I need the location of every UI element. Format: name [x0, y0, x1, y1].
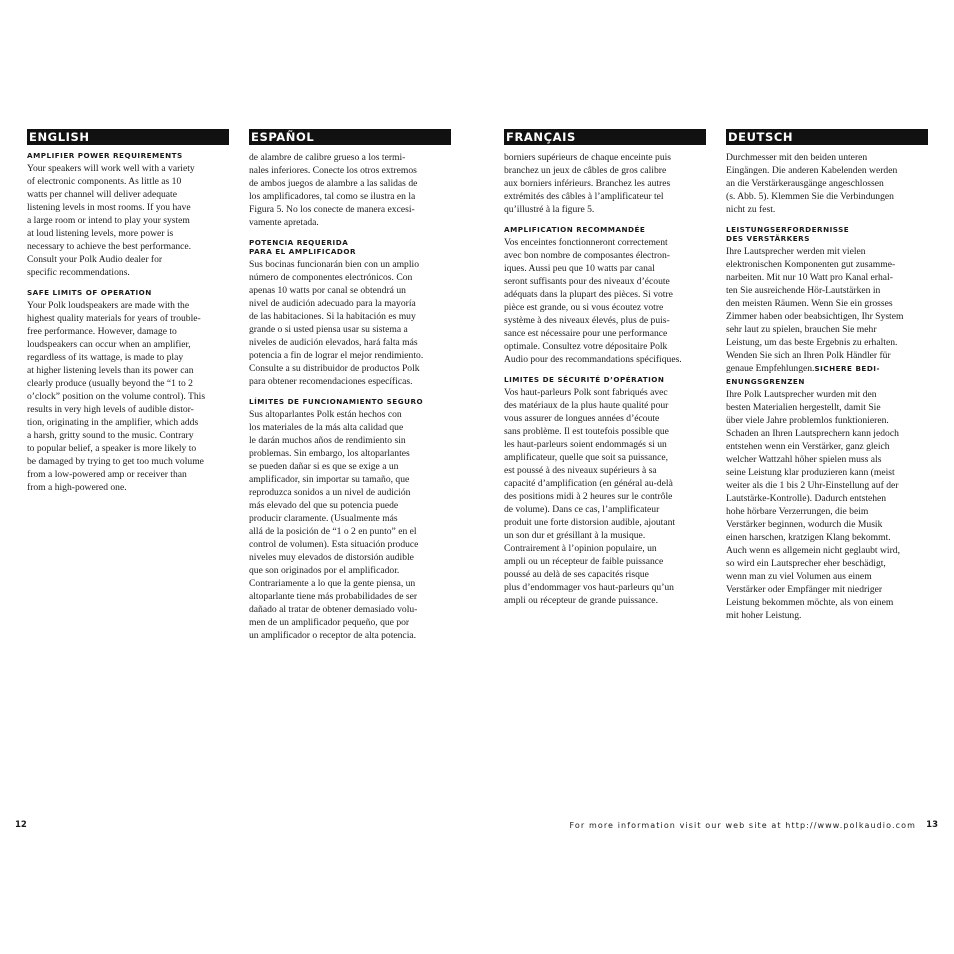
section-heading-continued: ENUNGSGRENZEN [726, 377, 805, 386]
language-header-francais: FRANÇAIS [504, 129, 706, 145]
paragraph: Your Polk loudspeakers are made with the highest quality materials for years of trouble- free performance. However, damage to loudspeakers can occur when an amplifier, regardless of its wattage, is made to play at higher listening levels than its power can clearly produce (usually beyond the “1 to 2 o’clock” position on the volume control). This results in very high levels of audible distor- tion, originating in the amplifier, which adds a harsh, gritty sound to the music. Contrary to popular belief, a speaker is more likely to be damaged by trying to get too much volume from a low-powered amp or receiver than from a high-powered one. [27, 300, 206, 493]
page-number-left: 12 [15, 820, 27, 830]
section-heading: AMPLIFIER POWER REQUIREMENTS [27, 151, 183, 160]
paragraph: Durchmesser mit den beiden unteren Eingängen. Die anderen Kabelenden werden an die Verstärkerausgänge angeschlossen (s. Abb. 5). Klemmen Sie die Verbindungen nicht zu fest. [726, 152, 898, 215]
paragraph: Your speakers will work well with a variety of electronic components. As little as 10 watts per channel will deliver adequate listening levels in most rooms. If you have a large room or intend to play your system at loud listening levels, more power is necessary to achieve the best performance. Consult your Polk Audio dealer for specific recommendations. [27, 163, 195, 278]
paragraph: borniers supérieurs de chaque enceinte puis branchez un jeux de câbles de gros calibre aux borniers inférieurs. Branchez les autres extrémités des câbles à l’amplificateur tel qu’illustré à la figure 5. [504, 152, 672, 215]
language-header-deutsch: DEUTSCH [726, 129, 928, 145]
section-heading: LIMITES DE SÉCURITÉ D’OPÉRATION [504, 375, 665, 384]
page-number-right: 13 [926, 820, 938, 830]
paragraph: Vos haut-parleurs Polk sont fabriqués avec des matériaux de la plus haute qualité pour vous assurer de longues années d’écoute sans problème. Il est toutefois possible que les haut-parleurs soient endommagés si un amplificateur, quelle que soit sa puissance, est poussé à des niveaux supérieurs à sa capacité d’amplification (en général au-delà des positions midi à 2 heures sur le contrôle de volume). Dans ce cas, l’amplificateur produit une forte distorsion audible, ajoutant un son dur et grésillant à la musique. Contrairement à l’opinion populaire, un ampli ou un récepteur de faible puissance poussé au delà de ses capacités risque plus d’endommager vos haut-parleurs qu’un ampli ou récepteur de grande puissance. [504, 387, 676, 606]
francais-column [504, 129, 706, 607]
paragraph: de alambre de calibre grueso a los termi- nales inferiores. Conecte los otros extremos de ambos juegos de alambre a las salidas de los amplificadores, tal como se ilustra en la Figura 5. No los conecte de manera excesi- vamente apretada. [249, 152, 418, 228]
espanol-column [249, 129, 451, 642]
english-column [27, 129, 229, 494]
section-heading: SAFE LIMITS OF OPERATION [27, 288, 152, 297]
paragraph: Vos enceintes fonctionneront correctement avec bon nombre de composantes électron- iques. Aussi peu que 10 watts par canal seront suffisants pour des niveaux d’écoute adéquats dans la plupart des pièces. Si votre pièce est grande, ou si vous écoutez votre système à des niveaux élevés, plus de puis- sance est nécessaire pour une performance optimale. Consultez votre dépositaire Polk Audio pour des recommandations spécifiques. [504, 237, 682, 365]
paragraph: Sus altoparlantes Polk están hechos con los materiales de la más alta calidad que le darán muchos años de rendimiento sin problemas. Sin embargo, los altoparlantes se pueden dañar si es que se exige a un amplificador, sin importar su tamaño, que reproduzca sonidos a un nivel de audición más elevado del que su potencia puede producir claramente. (Usualmente más allá de la posición de “1 o 2 en punto” en el control de volumen). Esta situación produce niveles muy elevados de distorsión audible que son originados por el amplificador. Contrariamente a lo que la gente piensa, un altoparlante tiene más probabilidades de ser dañado al tratar de obtener demasiado volu- men de un amplificador pequeño, que por un amplificador o receptor de alta potencia. [249, 409, 419, 641]
deutsch-column [726, 129, 928, 622]
section-heading-inline: SICHERE BEDI- [814, 364, 880, 373]
section-heading: LÍMITES DE FUNCIONAMIENTO SEGURO [249, 397, 424, 406]
section-heading: AMPLIFICATION RECOMMANDÉE [504, 225, 646, 234]
section-heading: POTENCIA REQUERIDA PARA EL AMPLIFICADOR [249, 238, 357, 256]
paragraph: Ihre Lautsprecher werden mit vielen elektronischen Komponenten gut zusamme- narbeiten. Mit nur 10 Watt pro Kanal erhal- ten Sie ausreichende Hör-Lautstärken in den meisten Räumen. Wenn Sie ein grosses Zimmer haben oder beabsichtigen, Ihr System sehr laut zu spielen, brauchen Sie mehr Leistung, um das beste Ergebnis zu erhalten. Wenden Sie sich an Ihren Polk Händler für genaue Empfehlungen.SICHERE BEDI- ENUNGSGRENZEN Ihre Polk Lautsprecher wurden mit den besten Materialien hergestellt, damit Sie über viele Jahre problemlos funktionieren. Schaden an Ihren Lautsprechern kann jedoch entstehen wenn ein Verstärker, ganz gleich welcher Wattzahl höher spielen muss als seine Leistung klar produzieren kann (meist weiter als die 1 bis 2 Uhr-Einstellung auf der Lautstärke-Kontrolle). Dadurch entstehen hohe hörbare Verzerrungen, die beim Verstärker beginnen, wodurch die Musik einen harschen, kratzigen Klang bekommt. Auch wenn es allgemein nicht geglaubt wird, so wird ein Lautsprecher eher beschädigt, wenn man zu viel Volumen aus einem Verstärker oder Empfänger mit niedriger Leistung bekommen möchte, als von einem mit hoher Leistung. [726, 245, 928, 622]
section-heading: LEISTUNGSERFORDERNISSE DES VERSTÄRKERS [726, 225, 850, 243]
language-header-english: ENGLISH [27, 129, 229, 145]
language-header-espanol: ESPAÑOL [249, 129, 451, 145]
paragraph: Sus bocinas funcionarán bien con un amplio número de componentes electrónicos. Con apenas 10 watts por canal se obtendrá un nivel de audición adecuado para la mayoría de las habitaciones. Si la habitación es muy grande o si usted piensa usar su sistema a niveles de audición elevados, hará falta más potencia a fin de lograr el mejor rendimiento. Consulte a su distribuidor de productos Polk para obtener recomendaciones específicas. [249, 259, 424, 387]
footer-website-note: For more information visit our web site at http://www.polkaudio.com [569, 821, 916, 830]
